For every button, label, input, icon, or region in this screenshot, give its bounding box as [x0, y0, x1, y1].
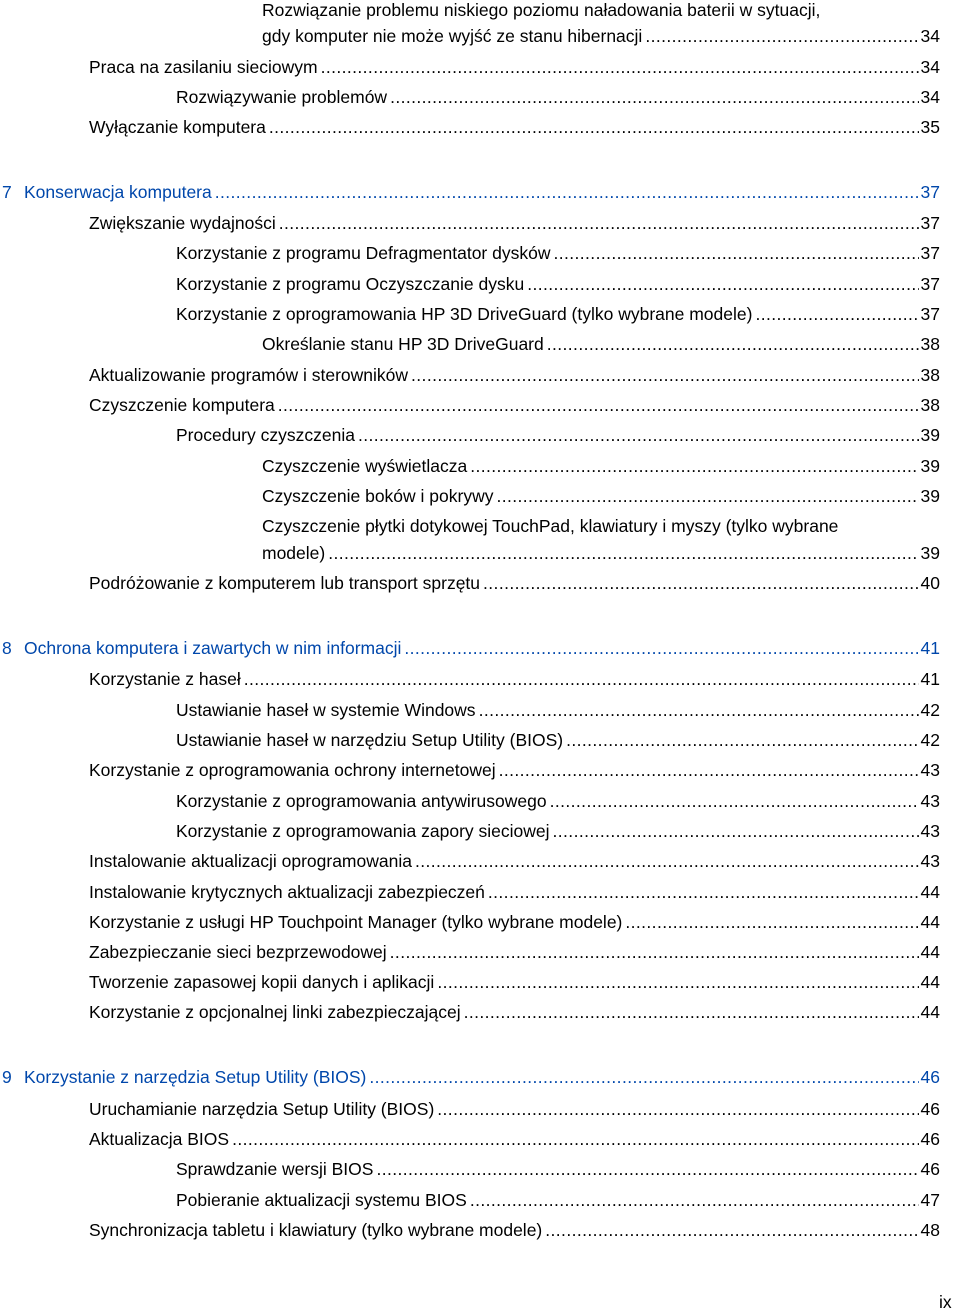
page-number: 39 — [920, 543, 940, 563]
toc-entry-continued: Czyszczenie płytki dotykowej TouchPad, klawiatury i myszy (tylko wybrane — [262, 516, 839, 536]
toc-entry[interactable] — [176, 1190, 940, 1210]
page-number: 38 — [920, 395, 940, 415]
entry-title: Określanie stanu HP 3D DriveGuard — [262, 334, 544, 354]
dot-leader — [232, 1129, 918, 1149]
toc-entry[interactable] — [89, 1220, 940, 1240]
toc-entry[interactable] — [176, 700, 940, 720]
page-number: 37 — [920, 304, 940, 324]
toc-entry[interactable] — [176, 821, 940, 841]
page-number: 37 — [920, 243, 940, 263]
chapter-number: 7 — [2, 182, 12, 202]
entry-title: Podróżowanie z komputerem lub transport sprzętu — [89, 573, 481, 593]
toc-chapter[interactable] — [2, 1067, 940, 1087]
toc-entry[interactable] — [176, 274, 940, 294]
entry-title: Korzystanie z narzędzia Setup Utility (BIOS) — [24, 1067, 367, 1087]
page-number: 41 — [920, 638, 940, 658]
dot-leader — [553, 243, 918, 263]
toc-entry[interactable] — [89, 1099, 940, 1119]
page-number: 48 — [920, 1220, 940, 1240]
page-number: 41 — [920, 669, 940, 689]
page-number: 46 — [920, 1159, 940, 1179]
entry-title: gdy komputer nie może wyjść ze stanu hibernacji — [262, 26, 643, 46]
dot-leader — [645, 26, 918, 46]
page-number: 34 — [920, 57, 940, 77]
toc-entry[interactable] — [176, 87, 940, 107]
toc-entry[interactable] — [89, 760, 940, 780]
toc-entry[interactable] — [262, 334, 940, 354]
page-number: 34 — [920, 87, 940, 107]
dot-leader — [479, 700, 919, 720]
page-number: 43 — [920, 791, 940, 811]
toc-entry[interactable] — [89, 912, 940, 932]
page-number: 44 — [920, 882, 940, 902]
page-number: 38 — [920, 365, 940, 385]
toc-entry[interactable] — [89, 882, 940, 902]
dot-leader — [279, 213, 919, 233]
dot-leader — [566, 730, 918, 750]
dot-leader — [483, 573, 919, 593]
dot-leader — [369, 1067, 918, 1087]
dot-leader — [437, 972, 918, 992]
entry-title: Praca na zasilaniu sieciowym — [89, 57, 318, 77]
entry-title: Aktualizowanie programów i sterowników — [89, 365, 409, 385]
toc-entry[interactable] — [262, 26, 940, 46]
dot-leader — [404, 638, 918, 658]
chapter-number: 8 — [2, 638, 12, 658]
page-number: 37 — [920, 274, 940, 294]
entry-title: Korzystanie z oprogramowania ochrony internetowej — [89, 760, 496, 780]
dot-leader — [464, 1002, 919, 1022]
toc-entry[interactable] — [89, 851, 940, 871]
dot-leader — [244, 669, 919, 689]
toc-entry[interactable] — [262, 456, 940, 476]
toc-entry-continued: Rozwiązanie problemu niskiego poziomu naładowania baterii w sytuacji, — [262, 0, 821, 20]
chapter-number: 9 — [2, 1067, 12, 1087]
page-number: 46 — [920, 1067, 940, 1087]
toc-entry[interactable] — [176, 243, 940, 263]
entry-title: Sprawdzanie wersji BIOS — [176, 1159, 374, 1179]
entry-title: Synchronizacja tabletu i klawiatury (tylko wybrane modele) — [89, 1220, 543, 1240]
entry-title: Czyszczenie boków i pokrywy — [262, 486, 494, 506]
toc-entry[interactable] — [176, 791, 940, 811]
toc-entry[interactable] — [262, 486, 940, 506]
page-number: 37 — [920, 182, 940, 202]
entry-title: Czyszczenie komputera — [89, 395, 275, 415]
page-number: 38 — [920, 334, 940, 354]
dot-leader — [390, 87, 918, 107]
page-number: 44 — [920, 912, 940, 932]
footer-page-number: ix — [939, 1292, 952, 1312]
entry-title: Zwiększanie wydajności — [89, 213, 276, 233]
toc-entry[interactable] — [89, 395, 940, 415]
page-number: 44 — [920, 972, 940, 992]
entry-title: Korzystanie z programu Defragmentator dysków — [176, 243, 551, 263]
toc-entry[interactable] — [89, 1002, 940, 1022]
page-number: 47 — [920, 1190, 940, 1210]
page-number: 43 — [920, 821, 940, 841]
entry-title: Korzystanie z usługi HP Touchpoint Manager (tylko wybrane modele) — [89, 912, 623, 932]
dot-leader — [527, 274, 918, 294]
entry-title: Instalowanie aktualizacji oprogramowania — [89, 851, 412, 871]
dot-leader — [470, 1190, 919, 1210]
toc-entry[interactable] — [89, 117, 940, 137]
toc-entry[interactable] — [89, 213, 940, 233]
toc-entry[interactable] — [262, 543, 940, 563]
page-number: 39 — [920, 425, 940, 445]
dot-leader — [625, 912, 918, 932]
dot-leader — [411, 365, 919, 385]
page-number: 42 — [920, 700, 940, 720]
toc-entry[interactable] — [176, 1159, 940, 1179]
dot-leader — [328, 543, 918, 563]
toc-entry[interactable] — [89, 1129, 940, 1149]
dot-leader — [496, 486, 918, 506]
toc-entry[interactable] — [89, 669, 940, 689]
page-number: 46 — [920, 1129, 940, 1149]
dot-leader — [470, 456, 918, 476]
toc-entry[interactable] — [89, 942, 940, 962]
entry-title: Rozwiązywanie problemów — [176, 87, 388, 107]
dot-leader — [545, 1220, 918, 1240]
entry-title: Konserwacja komputera — [24, 182, 212, 202]
entry-title: Tworzenie zapasowej kopii danych i aplikacji — [89, 972, 435, 992]
page-number: 43 — [920, 760, 940, 780]
toc-chapter[interactable] — [2, 638, 940, 658]
dot-leader — [415, 851, 919, 871]
page-number: 44 — [920, 942, 940, 962]
entry-title: Korzystanie z opcjonalnej linki zabezpieczającej — [89, 1002, 461, 1022]
entry-title: Czyszczenie wyświetlacza — [262, 456, 468, 476]
dot-leader — [499, 760, 919, 780]
dot-leader — [358, 425, 919, 445]
toc-entry[interactable] — [89, 57, 940, 77]
page-number: 35 — [920, 117, 940, 137]
page-number: 40 — [920, 573, 940, 593]
entry-title: Ustawianie haseł w narzędziu Setup Utility (BIOS) — [176, 730, 564, 750]
toc-entry[interactable] — [89, 365, 940, 385]
toc-entry[interactable] — [89, 972, 940, 992]
page-number: 46 — [920, 1099, 940, 1119]
entry-title: Korzystanie z haseł — [89, 669, 241, 689]
toc-entry[interactable] — [176, 304, 940, 324]
dot-leader — [376, 1159, 918, 1179]
entry-title: Instalowanie krytycznych aktualizacji zabezpieczeń — [89, 882, 485, 902]
entry-title: Korzystanie z oprogramowania antywirusowego — [176, 791, 547, 811]
toc-entry[interactable] — [176, 730, 940, 750]
dot-leader — [390, 942, 919, 962]
entry-title: modele) — [262, 543, 326, 563]
toc-entry[interactable] — [176, 425, 940, 445]
entry-title: Zabezpieczanie sieci bezprzewodowej — [89, 942, 387, 962]
dot-leader — [488, 882, 919, 902]
page-number: 34 — [920, 26, 940, 46]
page-number: 39 — [920, 486, 940, 506]
entry-title: Procedury czyszczenia — [176, 425, 355, 445]
page-number: 44 — [920, 1002, 940, 1022]
entry-title: Pobieranie aktualizacji systemu BIOS — [176, 1190, 467, 1210]
dot-leader — [437, 1099, 918, 1119]
entry-title: Korzystanie z oprogramowania zapory sieciowej — [176, 821, 550, 841]
entry-title: Wyłączanie komputera — [89, 117, 266, 137]
dot-leader — [547, 334, 919, 354]
page-number: 42 — [920, 730, 940, 750]
dot-leader — [321, 57, 919, 77]
entry-title: Korzystanie z oprogramowania HP 3D DriveGuard (tylko wybrane modele) — [176, 304, 753, 324]
page-number: 37 — [920, 213, 940, 233]
dot-leader — [553, 821, 919, 841]
dot-leader — [269, 117, 919, 137]
page-number: 39 — [920, 456, 940, 476]
entry-title: Ustawianie haseł w systemie Windows — [176, 700, 476, 720]
dot-leader — [215, 182, 919, 202]
page-number: 43 — [920, 851, 940, 871]
toc-entry[interactable] — [89, 573, 940, 593]
dot-leader — [755, 304, 918, 324]
entry-title: Uruchamianie narzędzia Setup Utility (BIOS) — [89, 1099, 435, 1119]
dot-leader — [278, 395, 919, 415]
entry-title: Ochrona komputera i zawartych w nim informacji — [24, 638, 402, 658]
dot-leader — [550, 791, 919, 811]
entry-title: Korzystanie z programu Oczyszczanie dysku — [176, 274, 525, 294]
entry-title: Aktualizacja BIOS — [89, 1129, 230, 1149]
toc-chapter[interactable] — [2, 182, 940, 202]
